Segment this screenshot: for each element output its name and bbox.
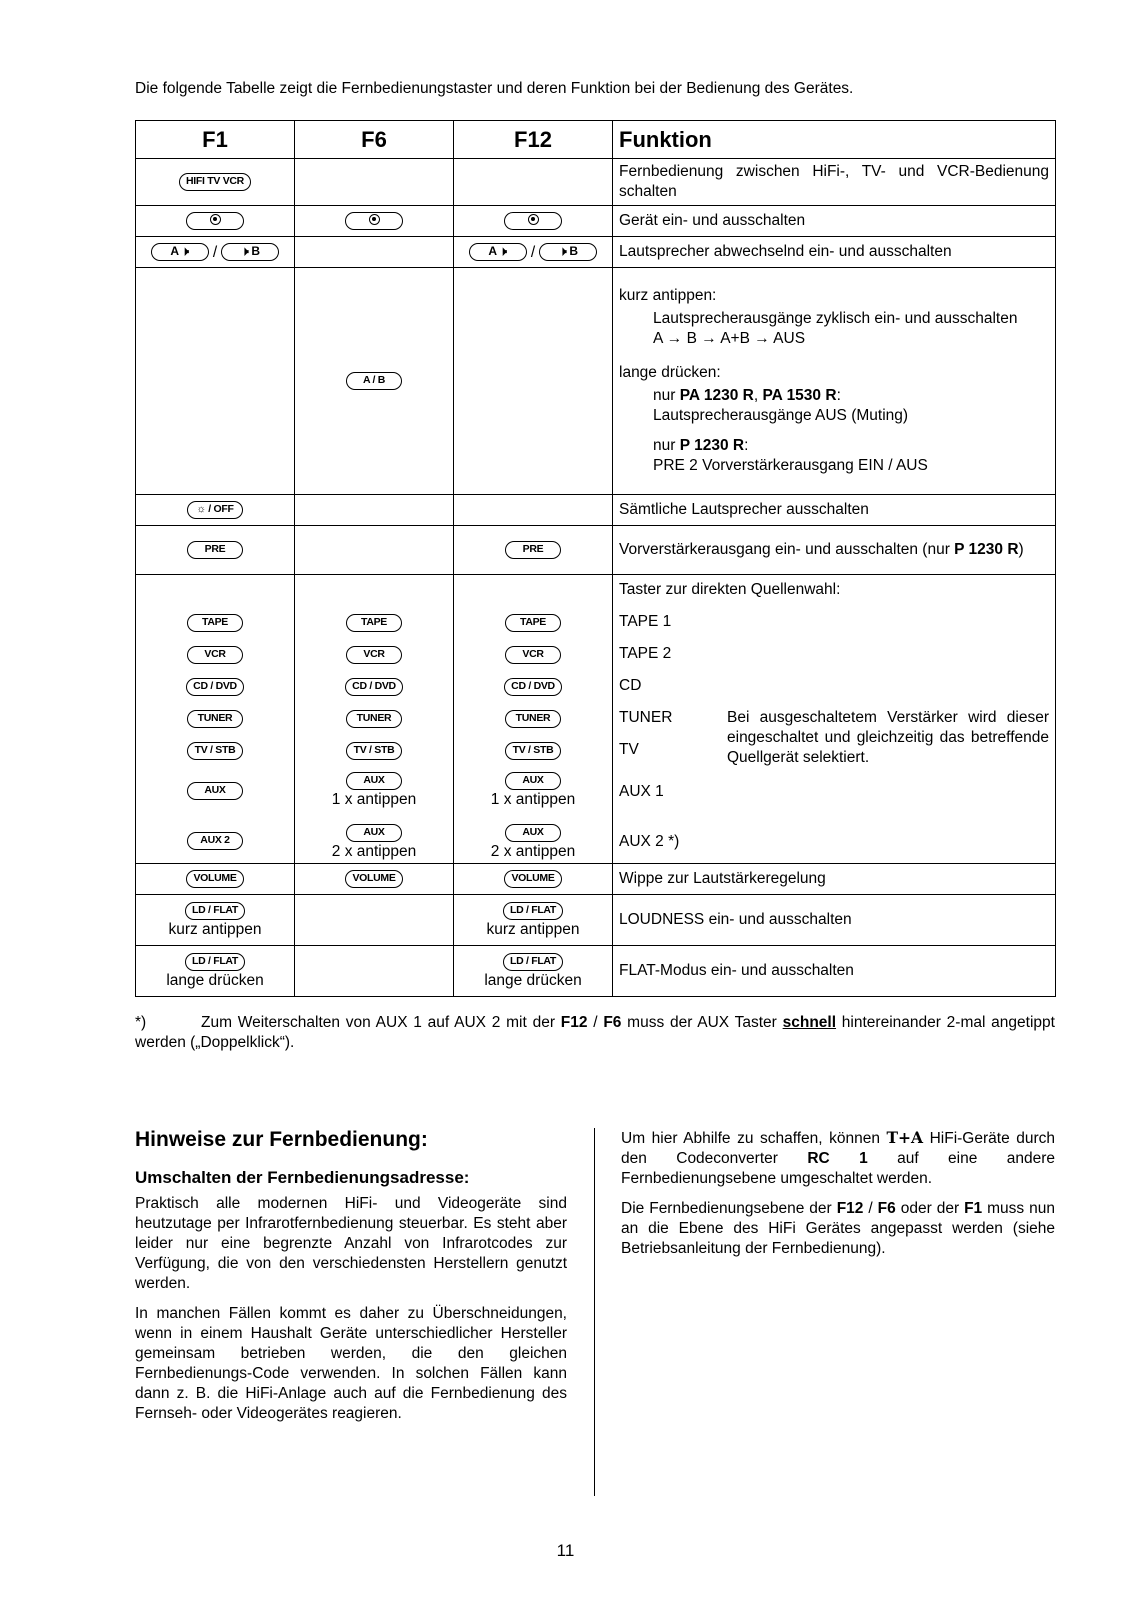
tv-stb-button-icon: TV / STB: [346, 742, 402, 760]
function-cell: kurz antippen: Lautsprecherausgänge zyklisch ein- und ausschalten A → B → A+B → AUS lange drücken: nur PA 1230 R, PA 1530 R: Lautsprecherausgänge AUS (Muting) nur P 1230 R: PRE 2 Vorverstärkerausgang EIN / AUS: [613, 268, 1056, 495]
aux-button-icon: AUX: [505, 772, 561, 790]
table-row: [136, 526, 1056, 575]
header-funktion: Funktion: [613, 121, 1056, 159]
paragraph: In manchen Fällen kommt es daher zu Überschneidungen, wenn in einem Haushalt Geräte unterschiedlicher Hersteller gemeinsam betrieben werden, die den gleichen Fernbedienungs-Code verwenden. In solchen Fällen kann dann z. B. die HiFi-Anlage auch auf die Fernbedienung des Fernseh- oder Videogerätes reagieren.: [135, 1305, 567, 1422]
tape-button-icon: TAPE: [505, 614, 561, 632]
function-cell: Sämtliche Lautsprecher ausschalten: [613, 495, 1056, 526]
cd-dvd-button-icon: CD / DVD: [504, 678, 562, 696]
vcr-button-icon: VCR: [187, 646, 243, 664]
volume-button-icon: VOLUME: [504, 870, 561, 888]
pre-button-icon: PRE: [187, 541, 243, 559]
page-number: 11: [556, 1541, 575, 1560]
ld-flat-button-icon: LD / FLAT: [185, 953, 245, 971]
table-row: LD / FLAT lange drücken LD / FLAT lange drücken FLAT-Modus ein- und ausschalten: [136, 946, 1056, 997]
paragraph: Die Fernbedienungsebene der F12 / F6 oder der F1 muss nun an die Ebene des HiFi Gerätes angepasst werden (siehe Betriebsanleitung der Fernbedienung).: [621, 1200, 1055, 1257]
table-row: [136, 206, 1056, 237]
table-row: [136, 495, 1056, 526]
cd-dvd-button-icon: CD / DVD: [345, 678, 403, 696]
aux-button-icon: AUX: [346, 824, 402, 842]
power-button-icon: [186, 212, 244, 230]
ld-flat-button-icon: LD / FLAT: [185, 902, 245, 920]
ld-flat-button-icon: LD / FLAT: [503, 902, 563, 920]
function-cell: LOUDNESS ein- und ausschalten: [613, 895, 1056, 946]
cd-dvd-button-icon: CD / DVD: [186, 678, 244, 696]
header-f1: F1: [136, 121, 295, 159]
source-note: Bei ausgeschaltetem Verstärker wird dieser eingeschaltet und gleichzeitig das betreffende Quellgerät selektiert.: [727, 709, 1049, 766]
header-f6: F6: [295, 121, 454, 159]
function-cell: FLAT-Modus ein- und ausschalten: [613, 946, 1056, 997]
table-row: LD / FLAT kurz antippen LD / FLAT kurz antippen LOUDNESS ein- und ausschalten: [136, 895, 1056, 946]
ab-button-icon: A / B: [346, 372, 402, 390]
aux-button-icon: AUX: [187, 782, 243, 800]
hifi-tv-vcr-button-icon: HIFI TV VCR: [179, 173, 251, 191]
header-f12: F12: [454, 121, 613, 159]
paragraph: Um hier Abhilfe zu schaffen, können T+A HiFi-Geräte durch den Codeconverter RC 1 auf eine andere Fernbedienungsebene umgeschaltet werden.: [621, 1128, 1055, 1187]
remote-function-table: [135, 120, 1056, 997]
speaker-b-button-icon: 🕨 B: [221, 243, 279, 261]
aux2-button-icon: AUX 2: [187, 832, 243, 850]
tape-button-icon: TAPE: [187, 614, 243, 632]
intro-text: Die folgende Tabelle zeigt die Fernbedienungstaster und deren Funktion bei der Bedienung des Gerätes.: [135, 80, 854, 97]
tuner-button-icon: TUNER: [505, 710, 561, 728]
aux-button-icon: AUX: [346, 772, 402, 790]
function-cell: Taster zur direkten Quellenwahl: TAPE 1 TAPE 2 CD TUNER TV Bei ausgeschaltetem Verstärker wird dieser eingeschaltet und gleichzeitig das betreffende Quellgerät selektiert. AUX 1 AUX 2 *): [613, 575, 1056, 864]
table-row: [136, 268, 1056, 495]
function-cell: Vorverstärkerausgang ein- und ausschalten (nur P 1230 R): [613, 526, 1056, 575]
table-row: [136, 864, 1056, 895]
tv-stb-button-icon: TV / STB: [505, 742, 561, 760]
ld-flat-button-icon: LD / FLAT: [503, 953, 563, 971]
vcr-button-icon: VCR: [346, 646, 402, 664]
aux-button-icon: AUX: [505, 824, 561, 842]
table-row: [136, 159, 1056, 206]
table-header-row: [136, 121, 1056, 159]
left-column: [135, 1128, 567, 1434]
power-button-icon: [345, 212, 403, 230]
table-row: TAPE VCR CD / DVD TUNER TV / STB AUX AUX 2 TAPE VCR CD / DVD TUNER TV / STB AUX 1 x antippen AUX 2 x antippen TAPE VCR CD / DVD TUNER TV / STB AUX 1 x antippen AUX 2 x antippen Taster zur direkten Quellenwahl: TAPE 1 TAPE 2 CD TUNER TV Bei ausgeschaltetem Verstärker wird dieser eingeschaltet und gleichzeitig das betreffende Quellgerät selektiert. AUX 1 AUX 2 *): [136, 575, 1056, 864]
function-cell: Fernbedienung zwischen HiFi-, TV- und VCR-Bedienung schalten: [613, 159, 1056, 206]
power-button-icon: [504, 212, 562, 230]
volume-button-icon: VOLUME: [345, 870, 402, 888]
function-cell: Wippe zur Lautstärkeregelung: [613, 864, 1056, 895]
section-subtitle: Umschalten der Fernbedienungsadresse:: [135, 1168, 470, 1187]
volume-button-icon: VOLUME: [186, 870, 243, 888]
pre-button-icon: PRE: [505, 541, 561, 559]
brand-logo: T+A: [886, 1128, 924, 1147]
speaker-a-button-icon: A 🕨: [469, 243, 527, 261]
function-cell: Lautsprecher abwechselnd ein- und ausschalten: [613, 237, 1056, 268]
speaker-a-button-icon: A 🕨: [151, 243, 209, 261]
tuner-button-icon: TUNER: [187, 710, 243, 728]
speaker-b-button-icon: 🕨 B: [539, 243, 597, 261]
section-title: Hinweise zur Fernbedienung:: [135, 1128, 428, 1151]
tuner-button-icon: TUNER: [346, 710, 402, 728]
function-cell: Gerät ein- und ausschalten: [613, 206, 1056, 237]
right-column: [621, 1128, 1055, 1269]
tape-button-icon: TAPE: [346, 614, 402, 632]
tv-stb-button-icon: TV / STB: [187, 742, 243, 760]
light-off-button-icon: ☼ / OFF: [187, 501, 243, 519]
vcr-button-icon: VCR: [505, 646, 561, 664]
table-row: A 🕨 / 🕨 B A 🕨 / 🕨 B Lautsprecher abwechselnd ein- und ausschalten: [136, 237, 1056, 268]
paragraph: Praktisch alle modernen HiFi- und Videogeräte sind heutzutage per Infrarotfernbedienung steuerbar. Es steht aber leider nur eine begrenzte Anzahl von Infrarotcodes zur Verfügung, die von den verschiedensten Herstellern genutzt werden.: [135, 1195, 567, 1292]
column-divider: [594, 1128, 595, 1496]
footnote: *) Zum Weiterschalten von AUX 1 auf AUX 2 mit der F12 / F6 muss der AUX Taster schnell hintereinander 2-mal angetippt werden („Doppelklick“).: [135, 1014, 1055, 1051]
